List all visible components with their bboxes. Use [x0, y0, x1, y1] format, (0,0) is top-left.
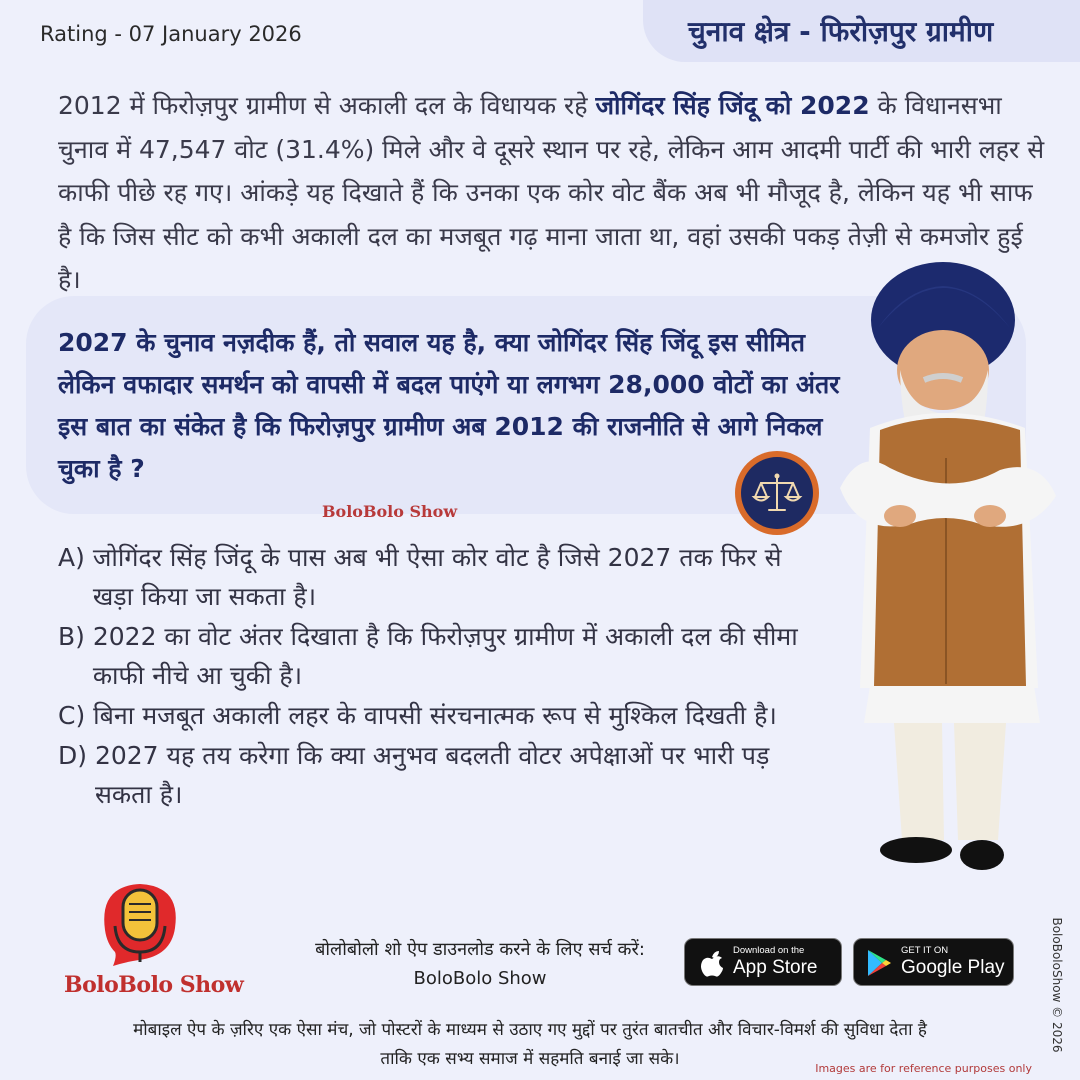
app-store-big-text: App Store [733, 957, 818, 978]
download-prompt-line2: BoloBolo Show [413, 968, 547, 989]
download-prompt-line1: बोलोबोलो शो ऐप डाउनलोड करने के लिए सर्च करें: [315, 939, 645, 960]
app-store-small-text: Download on the [733, 945, 805, 956]
app-store-badge[interactable] [684, 938, 842, 986]
option-a[interactable] [58, 538, 818, 616]
disclaimer: Images are for reference purposes only [815, 1062, 1032, 1075]
brand-name: BoloBolo Show [64, 972, 244, 998]
justice-badge [735, 451, 819, 535]
google-play-badge[interactable] [853, 938, 1014, 986]
intro-text-part2: के विधानसभा चुनाव में 47,547 वोट (31.4%) मिले और वे दूसरे स्थान पर रहे, लेकिन आम आदमी पार्टी की भारी लहर से काफी पीछे रह गए। आंकड़े यह दिखाते हैं कि उनका एक कोर वोट बैंक अब भी मौजूद है, लेकिन यह भी साफ है कि जिस सीट को कभी अकाली दल का मजबूत गढ़ माना जाता था, वहां उसकी पकड़ तेज़ी से कमजोर हुई है। [58, 91, 1045, 294]
option-text: जोगिंदर सिंह जिंदू के पास अब भी ऐसा कोर वोट है जिसे 2027 तक फिर से खड़ा किया जा सकता है। [92, 543, 782, 611]
google-play-big-text: Google Play [901, 957, 1005, 978]
option-letter: B) [58, 622, 85, 651]
brand-watermark: BoloBolo Show [322, 502, 458, 521]
podcast-microphone-icon [95, 876, 185, 966]
apple-icon [699, 948, 725, 978]
option-letter: C) [58, 701, 86, 730]
footer-tagline-line2: ताकि एक सभ्य समाज में सहमति बनाई जा सके। [380, 1049, 680, 1069]
option-b[interactable] [58, 617, 818, 695]
option-d[interactable] [58, 736, 818, 814]
answer-options [58, 538, 818, 815]
option-c[interactable] [58, 696, 818, 735]
rating-date: Rating - 07 January 2026 [40, 22, 302, 46]
option-letter: A) [58, 543, 85, 572]
footer-tagline-line1: मोबाइल ऐप के ज़रिए एक ऐसा मंच, जो पोस्टरों के माध्यम से उठाए गए मुद्दों पर तुरंत बातचीत और विचार-विमर्श की सुविधा देता है [133, 1020, 927, 1040]
copyright-notice [1045, 910, 1069, 1060]
constituency-title: चुनाव क्षेत्र - फिरोज़पुर ग्रामीण [688, 15, 994, 48]
question-text: 2027 के चुनाव नज़दीक हैं, तो सवाल यह है, क्या जोगिंदर सिंह जिंदू इस सीमित लेकिन वफादार समर्थन को वापसी में बदल पाएंगे या लगभग 28,000 वोटों का अंतर इस बात का संकेत है कि फिरोज़पुर ग्रामीण अब 2012 की राजनीति से आगे निकल चुका है ? [58, 328, 840, 483]
politician-caricature [830, 258, 1070, 878]
intro-text-bold: जोगिंदर सिंह जिंदू को 2022 [595, 91, 870, 120]
download-prompt [292, 935, 668, 993]
intro-text-part1: 2012 में फिरोज़पुर ग्रामीण से अकाली दल के विधायक रहे [58, 91, 596, 120]
copyright-text: BoloBoloShow © 2026 [1050, 917, 1064, 1053]
option-text: 2027 यह तय करेगा कि क्या अनुभव बदलती वोटर अपेक्षाओं पर भारी पड़ सकता है। [94, 741, 770, 809]
option-text: 2022 का वोट अंतर दिखाता है कि फिरोज़पुर ग्रामीण में अकाली दल की सीमा काफी नीचे आ चुकी है। [92, 622, 798, 690]
option-text: बिना मजबूत अकाली लहर के वापसी संरचनात्मक रूप से मुश्किल दिखती है। [93, 701, 777, 730]
option-letter: D) [58, 741, 88, 770]
google-play-icon [865, 948, 893, 978]
justice-badge-inner [741, 457, 813, 529]
scales-of-justice-icon [741, 457, 813, 529]
google-play-small-text: GET IT ON [901, 945, 949, 956]
